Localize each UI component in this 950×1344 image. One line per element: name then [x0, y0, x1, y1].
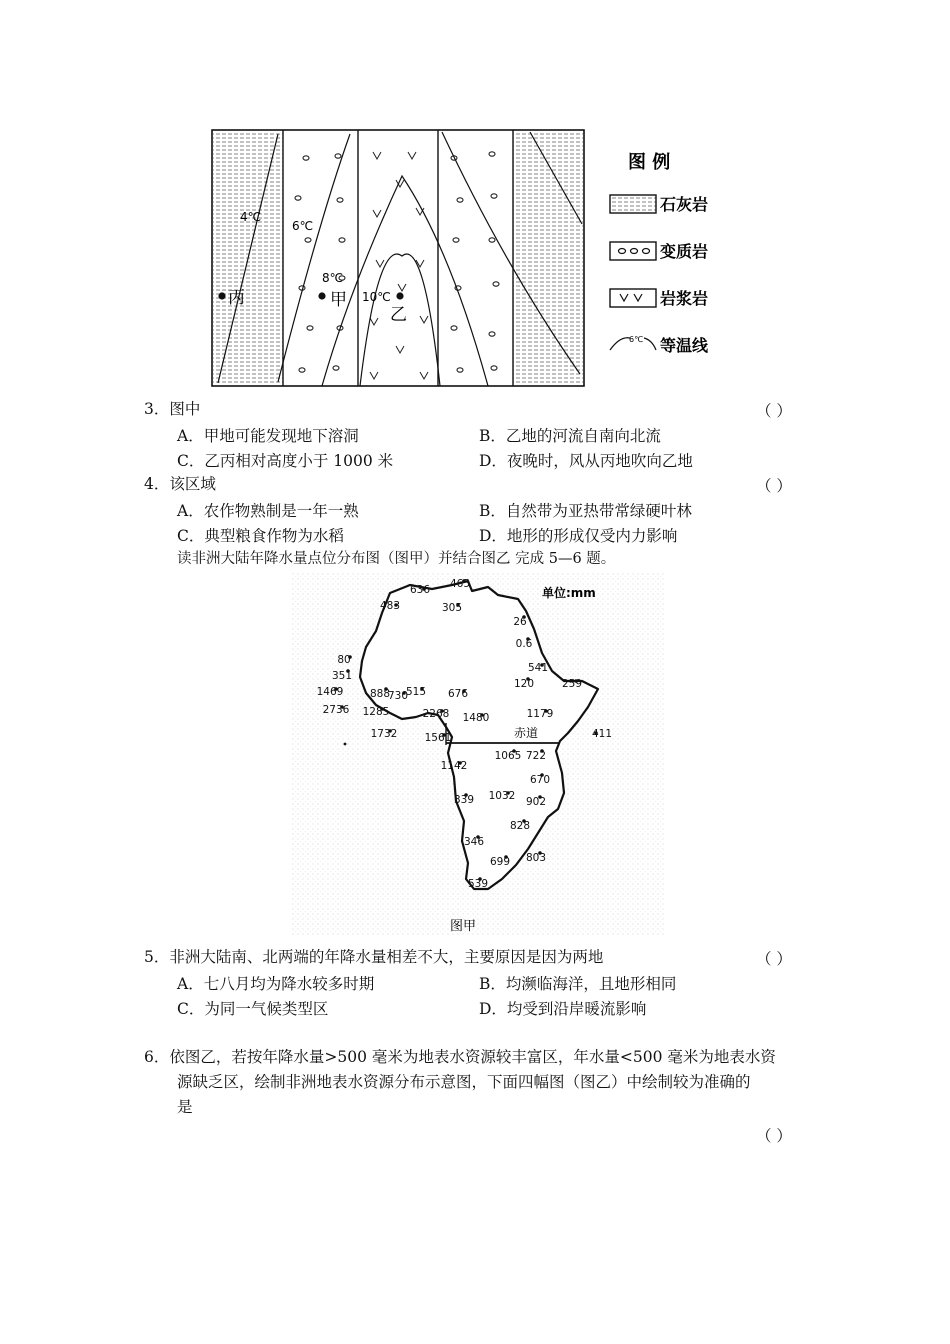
- rainfall-value-label: 722: [525, 750, 547, 762]
- rainfall-value-label: 902: [525, 796, 547, 808]
- map-caption: 图甲: [450, 919, 477, 934]
- question-6-line-3: 是: [177, 1098, 193, 1116]
- rainfall-value-label: 483: [379, 600, 401, 612]
- africa-rainfall-map: [292, 573, 664, 935]
- rainfall-value-label: 0.6: [515, 638, 533, 650]
- q5-option-c: C．为同一气候类型区: [177, 1000, 329, 1018]
- rainfall-value-label: 80: [337, 654, 351, 666]
- rainfall-value-label: 1732: [370, 728, 398, 740]
- magmatic-swatch: [610, 289, 656, 307]
- rainfall-value-label: 1561: [424, 732, 452, 744]
- q5-option-a: A．七八月均为降水较多时期: [177, 975, 375, 993]
- isotherm-swatch-label: 6℃: [629, 335, 644, 344]
- q3-option-b: B．乙地的河流自南向北流: [479, 427, 661, 445]
- magmatic-rock-symbols: [370, 152, 428, 379]
- limestone-right: [513, 131, 583, 385]
- q4-option-a: A．农作物熟制是一年一熟: [177, 502, 359, 520]
- rainfall-value-label: 2736: [322, 704, 350, 716]
- legend-label-limestone: 石灰岩: [660, 195, 709, 214]
- question-6-line-2: 源缺乏区，绘制非洲地表水资源分布示意图，下面四幅图（图乙）中绘制较为准确的: [177, 1073, 751, 1091]
- rainfall-value-label: 339: [453, 794, 475, 806]
- rainfall-value-label: 351: [331, 670, 353, 682]
- rainfall-value-label: 411: [591, 728, 613, 740]
- question-6-answer-blank: （ ）: [756, 1127, 792, 1145]
- legend-title: 图 例: [628, 152, 671, 173]
- isotherm-label-4: 4℃: [240, 210, 262, 224]
- limestone-swatch: [610, 195, 656, 213]
- rainfall-value-label: 539: [467, 878, 489, 890]
- rainfall-value-label: 1065: [494, 750, 522, 762]
- point-yi-label: 乙: [390, 305, 407, 325]
- rainfall-value-label: 636: [409, 584, 431, 596]
- question-3-answer-blank: （ ）: [756, 402, 792, 420]
- q4-option-c: C．典型粮食作物为水稻: [177, 527, 344, 545]
- rainfall-value-label: 1032: [488, 790, 516, 802]
- rainfall-value-label: 305: [441, 602, 463, 614]
- equator-label: 赤道: [514, 726, 539, 740]
- rainfall-value-label: 803: [525, 852, 547, 864]
- rainfall-value-label: 2268: [422, 708, 450, 720]
- section-intro: 读非洲大陆年降水量点位分布图（图甲）并结合图乙 完成 5—6 题。: [177, 551, 616, 567]
- isotherm-label-6: 6℃: [292, 219, 314, 233]
- map-unit-label: 单位:mm: [542, 586, 596, 600]
- rainfall-value-label: 1179: [526, 708, 554, 720]
- legend-label-magmatic: 岩浆岩: [660, 289, 709, 308]
- rainfall-value-label: 730: [387, 690, 409, 702]
- q4-option-b: B．自然带为亚热带常绿硬叶林: [479, 502, 692, 520]
- q3-option-a: A．甲地可能发现地下溶洞: [177, 427, 359, 445]
- rainfall-value-label: 1480: [462, 712, 490, 724]
- question-6-line-1: 6．依图乙，若按年降水量>500 毫米为地表水资源较丰富区，年水量<500 毫米为地表水资: [144, 1048, 776, 1066]
- rainfall-value-label: 1469: [316, 686, 344, 698]
- rainfall-value-label: 26: [513, 616, 527, 628]
- question-3-stem: 3．图中: [144, 400, 201, 418]
- rainfall-value-label: 699: [489, 856, 511, 868]
- rainfall-value-label: 888: [369, 688, 391, 700]
- rainfall-value-label: 541: [527, 662, 549, 674]
- q5-option-d: D．均受到沿岸暖流影响: [479, 1000, 647, 1018]
- point-bing-label: 丙: [228, 288, 245, 308]
- legend-label-metamorphic: 变质岩: [660, 242, 709, 261]
- q4-option-d: D．地形的形成仅受内力影响: [479, 527, 678, 545]
- q5-option-b: B．均濒临海洋，且地形相同: [479, 975, 677, 993]
- legend-label-isotherm: 等温线: [660, 336, 709, 355]
- rainfall-value-label: 515: [405, 686, 427, 698]
- isotherm-label-8: 8℃: [322, 271, 344, 285]
- q3-option-c: C．乙丙相对高度小于 1000 米: [177, 452, 394, 470]
- question-5-stem: 5．非洲大陆南、北两端的年降水量相差不大，主要原因是因为两地: [144, 948, 604, 966]
- rainfall-value-label: 259: [561, 678, 583, 690]
- rainfall-value-label: 1285: [362, 706, 390, 718]
- question-5-answer-blank: （ ）: [756, 950, 792, 968]
- question-4-stem: 4．该区域: [144, 475, 216, 493]
- rainfall-value-label: 1142: [440, 760, 468, 772]
- isotherm-label-10: 10℃: [362, 290, 391, 304]
- rainfall-value-label: 676: [447, 688, 469, 700]
- rainfall-value-label: 346: [463, 836, 485, 848]
- question-4-answer-blank: （ ）: [756, 477, 792, 495]
- point-jia-marker: [318, 292, 325, 299]
- point-jia-label: 甲: [330, 290, 347, 310]
- geology-section-figure: [210, 128, 730, 390]
- point-yi-marker: [396, 292, 403, 299]
- point-bing-marker: [218, 292, 225, 299]
- q3-option-d: D．夜晚时，风从丙地吹向乙地: [479, 452, 693, 470]
- rainfall-value-label: 465: [449, 578, 471, 590]
- rainfall-value-label: 828: [509, 820, 531, 832]
- rainfall-value-label: 670: [529, 774, 551, 786]
- rainfall-value-label: 120: [513, 678, 535, 690]
